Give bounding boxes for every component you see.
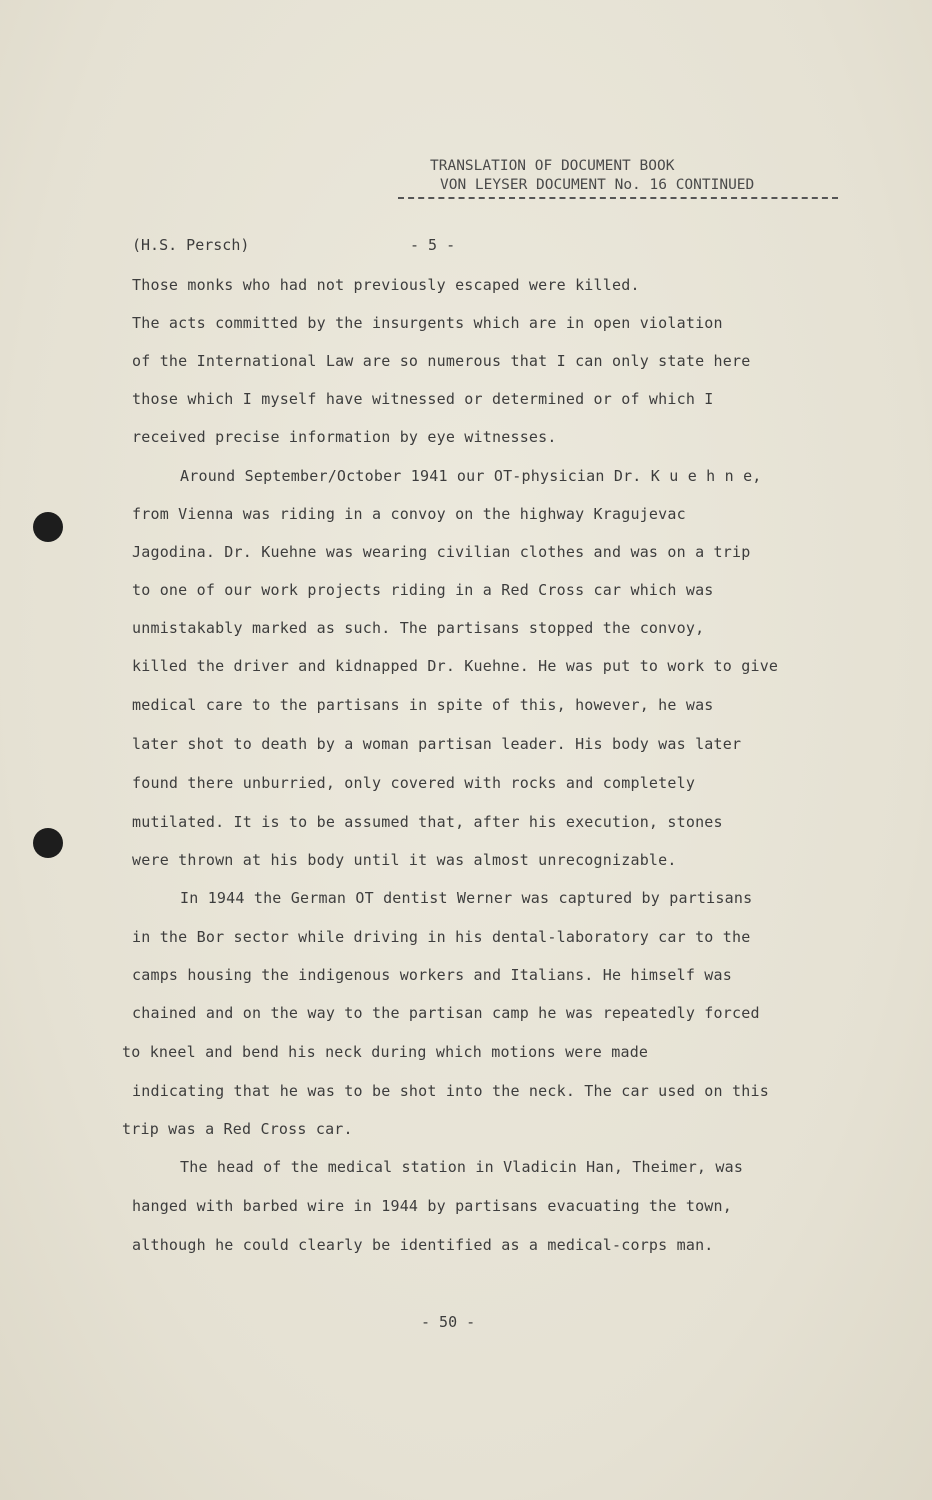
body-line: unmistakably marked as such. The partisans stopped the convoy, — [132, 619, 705, 637]
body-line: hanged with barbed wire in 1944 by partisans evacuating the town, — [132, 1197, 732, 1215]
body-line: found there unburried, only covered with rocks and completely — [132, 774, 696, 792]
body-line: Jagodina. Dr. Kuehne was wearing civilian clothes and was on a trip — [132, 543, 751, 561]
body-line: were thrown at his body until it was almost unrecognizable. — [132, 851, 677, 869]
body-line: to kneel and bend his neck during which motions were made — [122, 1043, 649, 1061]
header-line-1: TRANSLATION OF DOCUMENT BOOK — [430, 158, 675, 174]
body-line: to one of our work projects riding in a Red Cross car which was — [132, 581, 714, 599]
body-line: The head of the medical station in Vladicin Han, Theimer, was — [180, 1158, 744, 1176]
witness-name: (H.S. Persch) — [132, 236, 250, 254]
body-line: The acts committed by the insurgents which are in open violation — [132, 314, 723, 332]
body-line: those which I myself have witnessed or determined or of which I — [132, 390, 714, 408]
body-line: mutilated. It is to be assumed that, after his execution, stones — [132, 813, 723, 831]
page-marker: - 5 - — [410, 236, 456, 254]
body-line: received precise information by eye witnesses. — [132, 428, 557, 446]
punch-hole-top — [33, 512, 63, 542]
body-line: camps housing the indigenous workers and Italians. He himself was — [132, 966, 732, 984]
punch-hole-bottom — [33, 828, 63, 858]
body-line: although he could clearly be identified as a medical-corps man. — [132, 1236, 714, 1254]
body-line: Around September/October 1941 our OT-physician Dr. K u e h n e, — [180, 467, 762, 485]
document-header — [430, 157, 840, 199]
footer-page-number: - 50 - — [421, 1313, 476, 1331]
body-line: of the International Law are so numerous that I can only state here — [132, 352, 751, 370]
body-line: later shot to death by a woman partisan leader. His body was later — [132, 735, 742, 753]
body-line: from Vienna was riding in a convoy on the highway Kragujevac — [132, 505, 686, 523]
header-rule — [398, 197, 838, 199]
body-line: medical care to the partisans in spite of this, however, he was — [132, 696, 714, 714]
body-line: trip was a Red Cross car. — [122, 1120, 353, 1138]
body-line: In 1944 the German OT dentist Werner was captured by partisans — [180, 889, 753, 907]
body-line: Those monks who had not previously escaped were killed. — [132, 276, 640, 294]
body-line: chained and on the way to the partisan camp he was repeatedly forced — [132, 1004, 760, 1022]
body-line: indicating that he was to be shot into the neck. The car used on this — [132, 1082, 769, 1100]
body-line: killed the driver and kidnapped Dr. Kuehne. He was put to work to give — [132, 657, 779, 675]
header-line-2: VON LEYSER DOCUMENT No. 16 CONTINUED — [440, 177, 755, 193]
body-line: in the Bor sector while driving in his dental-laboratory car to the — [132, 928, 751, 946]
